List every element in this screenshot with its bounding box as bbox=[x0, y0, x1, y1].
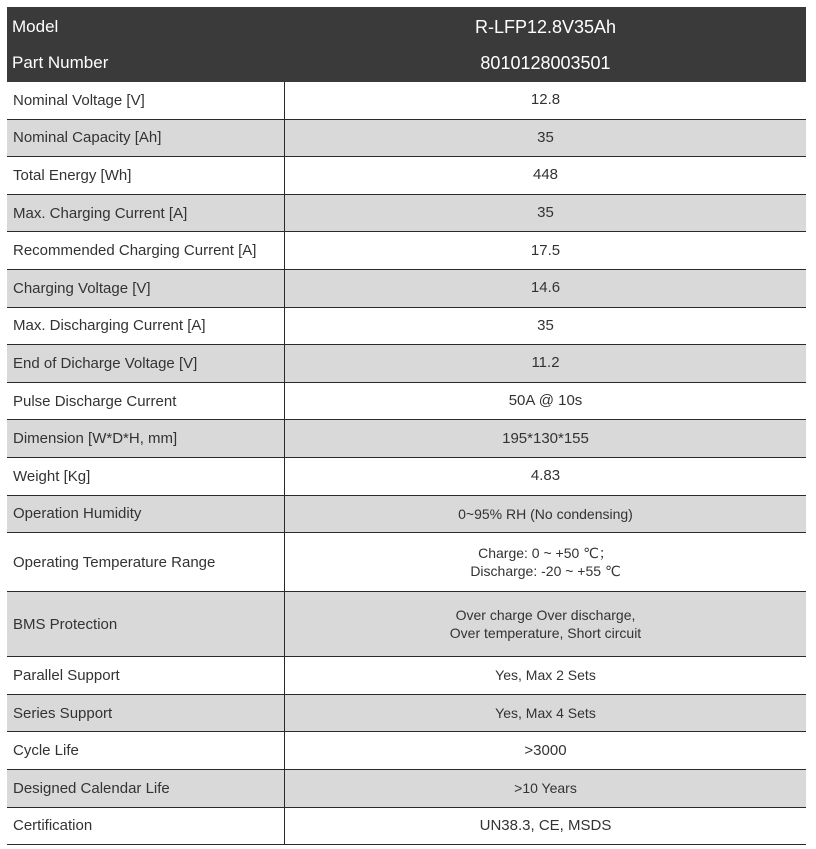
spec-table bbox=[7, 7, 806, 845]
row-label: Max. Discharging Current [A] bbox=[7, 308, 285, 345]
row-label: Parallel Support bbox=[7, 657, 285, 694]
row-value: 12.8 bbox=[530, 91, 561, 109]
row-value: 35 bbox=[537, 128, 554, 146]
table-row bbox=[7, 496, 806, 534]
row-label: Max. Charging Current [A] bbox=[7, 195, 285, 232]
row-value-line: Over temperature, Short circuit bbox=[449, 625, 642, 642]
table-row bbox=[7, 232, 806, 270]
table-row bbox=[7, 195, 806, 233]
table-row bbox=[7, 345, 806, 383]
table-row bbox=[7, 270, 806, 308]
table-row bbox=[7, 732, 806, 770]
row-value-line: Charge: 0 ~ +50 ℃； bbox=[478, 545, 613, 562]
row-value: 448 bbox=[532, 166, 559, 184]
row-value: UN38.3, CE, MSDS bbox=[479, 816, 612, 834]
table-row bbox=[7, 120, 806, 158]
row-value: >3000 bbox=[524, 741, 567, 759]
row-value: 14.6 bbox=[530, 279, 561, 297]
row-value-line: Over charge Over discharge, bbox=[455, 607, 636, 624]
row-value: 0~95% RH (No condensing) bbox=[458, 505, 633, 522]
row-value: 35 bbox=[537, 316, 554, 334]
row-label: BMS Protection bbox=[7, 592, 285, 656]
row-value: Yes, Max 2 Sets bbox=[495, 667, 596, 684]
row-value: 50A @ 10s bbox=[508, 392, 583, 410]
table-row bbox=[7, 82, 806, 120]
table-row bbox=[7, 695, 806, 733]
table-row bbox=[7, 383, 806, 421]
row-label: Pulse Discharge Current bbox=[7, 383, 285, 420]
row-value: 11.2 bbox=[531, 354, 560, 372]
part-number-row bbox=[7, 45, 806, 81]
row-value-line: Discharge: -20 ~ +55 ℃ bbox=[470, 563, 621, 580]
table-row bbox=[7, 420, 806, 458]
part-number-value: 8010128003501 bbox=[480, 52, 611, 73]
row-label: Recommended Charging Current [A] bbox=[7, 232, 285, 269]
row-label: Operation Humidity bbox=[7, 496, 285, 533]
table-row bbox=[7, 592, 806, 657]
model-row bbox=[7, 9, 806, 45]
row-value: 195*130*155 bbox=[502, 429, 589, 447]
part-number-label: Part Number bbox=[12, 53, 109, 72]
row-label: Operating Temperature Range bbox=[7, 533, 285, 591]
table-row bbox=[7, 770, 806, 808]
row-label: Certification bbox=[7, 808, 285, 845]
row-value: 17.5 bbox=[530, 241, 561, 259]
table-row bbox=[7, 458, 806, 496]
row-label: Designed Calendar Life bbox=[7, 770, 285, 807]
table-row bbox=[7, 657, 806, 695]
row-value: Yes, Max 4 Sets bbox=[495, 705, 596, 722]
row-label: Nominal Voltage [V] bbox=[7, 82, 285, 119]
row-value: 35 bbox=[537, 204, 554, 222]
table-header bbox=[7, 7, 806, 82]
row-label: Charging Voltage [V] bbox=[7, 270, 285, 307]
row-label: End of Dicharge Voltage [V] bbox=[7, 345, 285, 382]
row-label: Nominal Capacity [Ah] bbox=[7, 120, 285, 157]
table-row bbox=[7, 157, 806, 195]
row-label: Weight [Kg] bbox=[7, 458, 285, 495]
row-label: Dimension [W*D*H, mm] bbox=[7, 420, 285, 457]
table-row bbox=[7, 308, 806, 346]
model-label: Model bbox=[12, 17, 59, 36]
table-row bbox=[7, 808, 806, 846]
table-row bbox=[7, 533, 806, 592]
row-value bbox=[285, 592, 806, 656]
row-label: Total Energy [Wh] bbox=[7, 157, 285, 194]
model-value: R-LFP12.8V35Ah bbox=[474, 16, 617, 37]
row-value: >10 Years bbox=[514, 780, 577, 797]
row-value bbox=[285, 533, 806, 591]
row-label: Cycle Life bbox=[7, 732, 285, 769]
row-label: Series Support bbox=[7, 695, 285, 732]
row-value: 4.83 bbox=[530, 467, 561, 485]
